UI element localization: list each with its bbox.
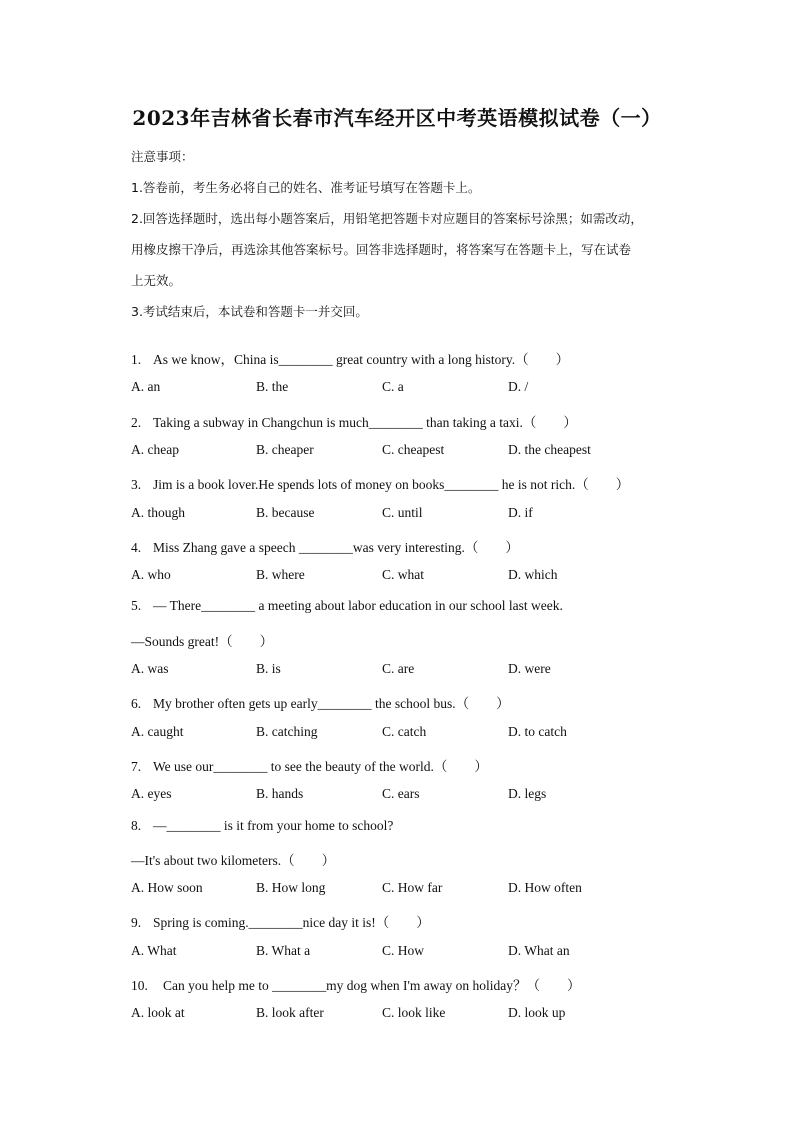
answer-option[interactable]: A. What <box>131 942 177 958</box>
answer-option[interactable]: C. look like <box>382 1005 446 1021</box>
question-number: 8. <box>131 817 142 833</box>
answer-option[interactable]: B. the <box>256 379 289 395</box>
answer-option[interactable]: D. if <box>508 504 533 520</box>
question-text: As we know，China is________ great country with a long history.（ ） <box>153 352 570 367</box>
question-number: 2. <box>131 414 142 430</box>
question-stem <box>131 473 629 493</box>
question-stem <box>131 348 569 368</box>
answer-option[interactable]: D. What an <box>508 942 570 958</box>
question-number: 5. <box>131 598 142 614</box>
answer-option[interactable]: C. are <box>382 661 415 676</box>
answer-option[interactable]: D. which <box>508 567 558 583</box>
answer-option[interactable]: B. is <box>256 661 281 676</box>
answer-option[interactable]: D. legs <box>508 786 547 802</box>
answer-option[interactable]: C. How <box>382 942 425 958</box>
question-stem <box>131 411 577 431</box>
answer-option[interactable]: C. cheapest <box>382 441 445 457</box>
question-text: Can you help me to ________my dog when I'm away on holiday？（ ） <box>163 978 581 993</box>
answer-option[interactable]: A. How soon <box>131 880 203 896</box>
answer-option[interactable]: C. catch <box>382 723 427 739</box>
answer-option[interactable]: B. hands <box>256 786 304 802</box>
answer-option[interactable]: B. What a <box>256 942 311 958</box>
answer-option[interactable]: C. ears <box>382 786 420 802</box>
answer-option[interactable]: B. because <box>256 504 315 520</box>
notice-line-1: 1.答卷前，考生务必将自己的姓名、准考证号填写在答题卡上。 <box>131 180 481 195</box>
answer-option[interactable]: B. How long <box>256 880 326 896</box>
answer-option[interactable]: A. look at <box>131 1005 185 1021</box>
question-text: — There________ a meeting about labor education in our school last week. <box>153 598 563 614</box>
answer-option[interactable]: D. How often <box>508 880 582 896</box>
answer-option[interactable]: A. an <box>131 379 161 395</box>
question-text: Jim is a book lover.He spends lots of money on books________ he is not rich.（ ） <box>153 477 630 493</box>
answer-option[interactable]: B. where <box>256 567 305 583</box>
answer-option[interactable]: A. who <box>131 567 171 583</box>
answer-option[interactable]: C. a <box>382 379 404 395</box>
question-text: Taking a subway in Changchun is much________ than taking a taxi.（ ） <box>153 414 577 430</box>
answer-option[interactable]: C. How far <box>382 880 443 896</box>
notice-heading: 注意事项： <box>131 149 194 164</box>
question-stem <box>131 974 581 994</box>
question-number: 7. <box>131 758 142 774</box>
answer-option[interactable]: C. what <box>382 567 424 583</box>
question-number: 1. <box>131 352 142 367</box>
question-stem <box>131 536 519 556</box>
answer-option[interactable]: A. eyes <box>131 786 172 802</box>
question-text: Miss Zhang gave a speech ________was very interesting.（ ） <box>153 539 519 555</box>
exam-title: 2023年吉林省长春市汽车经开区中考英语模拟试卷（一） <box>132 106 662 130</box>
question-text: Spring is coming.________nice day it is!（ ） <box>153 915 430 931</box>
notice-line-4: 上无效。 <box>131 273 182 288</box>
question-stem <box>131 755 488 775</box>
question-number: 4. <box>131 539 142 555</box>
question-number: 6. <box>131 696 142 712</box>
answer-option[interactable]: B. cheaper <box>256 441 314 457</box>
answer-option[interactable]: D. / <box>508 379 529 395</box>
notice-line-2: 2.回答选择题时，选出每小题答案后，用铅笔把答题卡对应题目的答案标号涂黑；如需改动， <box>131 211 643 226</box>
answer-option[interactable]: B. catching <box>256 723 318 739</box>
answer-option[interactable]: D. look up <box>508 1005 566 1021</box>
notice-line-3: 用橡皮擦干净后，再选涂其他答案标号。回答非选择题时，将答案写在答题卡上，写在试卷 <box>131 242 632 257</box>
question-stem <box>131 818 393 834</box>
answer-option[interactable]: A. was <box>131 661 169 676</box>
question-stem <box>131 692 510 712</box>
question-number: 3. <box>131 477 142 493</box>
answer-option[interactable]: A. caught <box>131 723 184 739</box>
question-text: —________ is it from your home to school? <box>153 817 394 833</box>
question-dialog-line: —Sounds great!（ ） <box>131 633 274 649</box>
answer-option[interactable]: D. were <box>508 661 551 676</box>
answer-option[interactable]: D. the cheapest <box>508 441 591 457</box>
question-stem <box>131 911 430 931</box>
answer-option[interactable]: C. until <box>382 504 423 520</box>
question-stem <box>131 598 563 614</box>
question-dialog-line: —It's about two kilometers.（ ） <box>131 852 336 868</box>
question-text: My brother often gets up early________ the school bus.（ ） <box>153 696 510 712</box>
answer-option[interactable]: B. look after <box>256 1005 324 1021</box>
question-number: 10. <box>131 978 148 993</box>
answer-option[interactable]: D. to catch <box>508 723 567 739</box>
question-number: 9. <box>131 915 142 931</box>
answer-option[interactable]: A. though <box>131 504 185 520</box>
notice-line-5: 3.考试结束后，本试卷和答题卡一并交回。 <box>131 304 368 319</box>
answer-option[interactable]: A. cheap <box>131 441 179 457</box>
question-text: We use our________ to see the beauty of the world.（ ） <box>153 758 488 774</box>
